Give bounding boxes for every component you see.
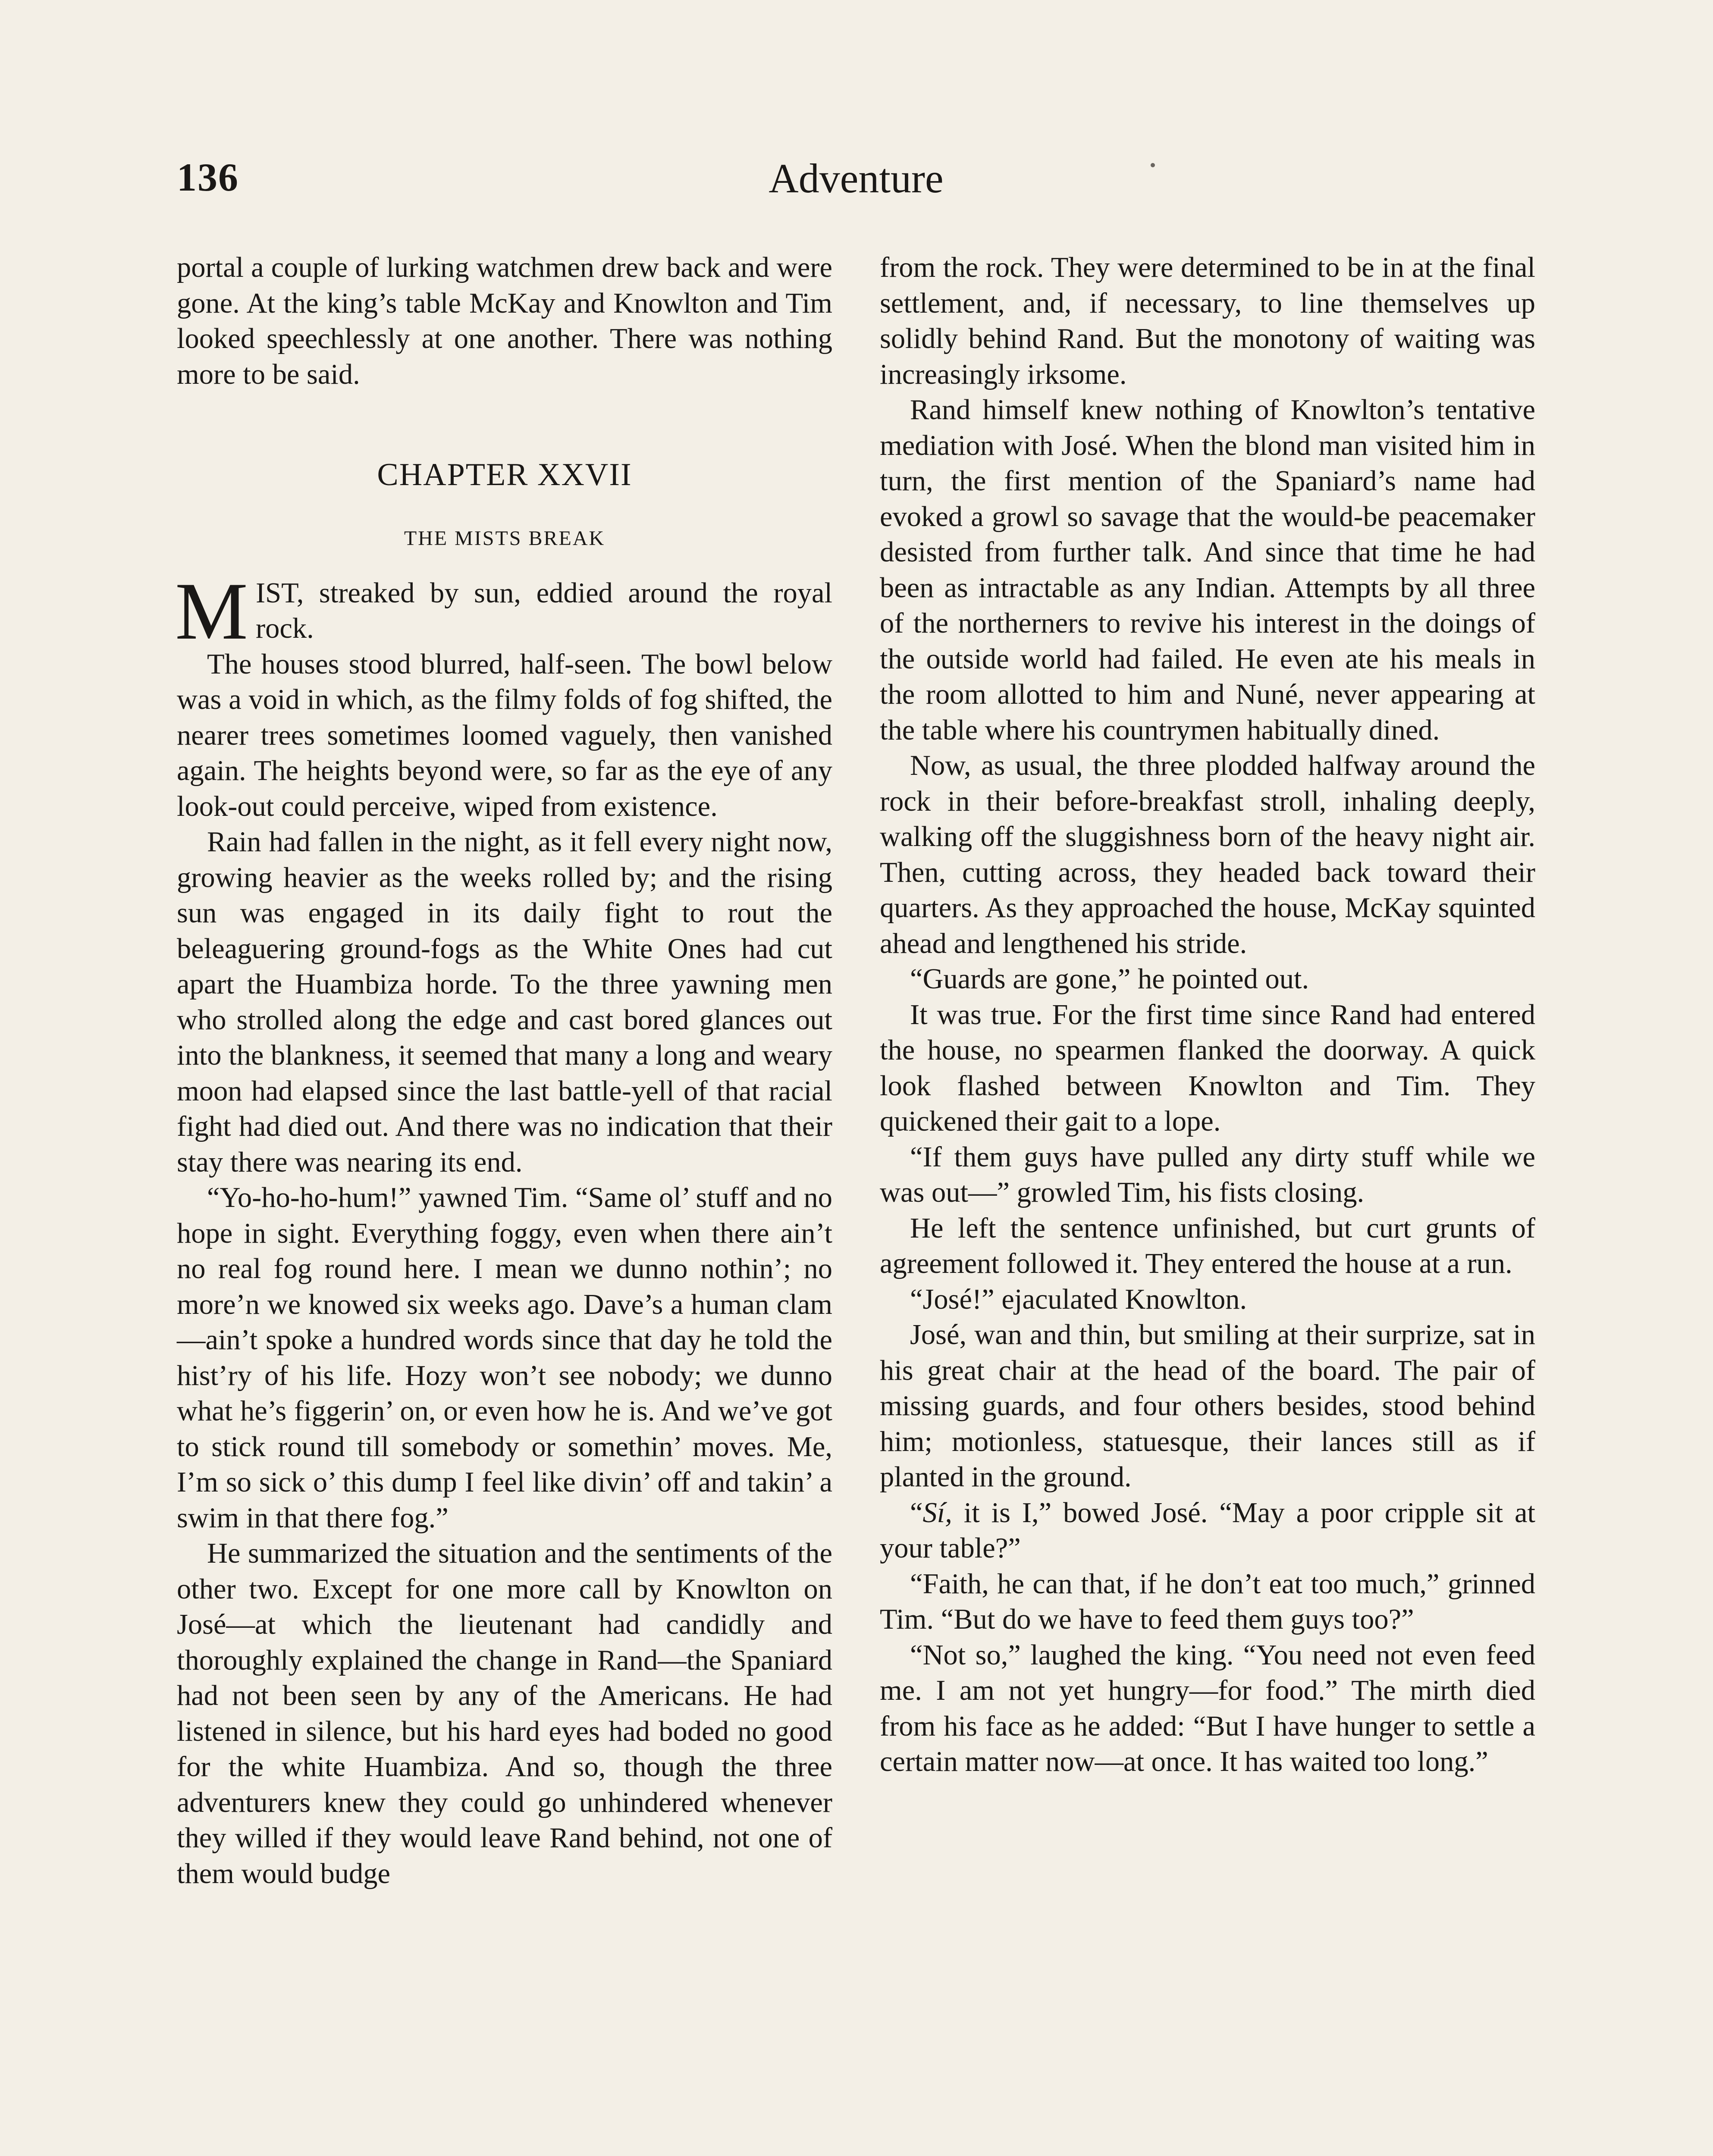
paragraph: Rain had fallen in the night, as it fell every night now, growing heavier as the weeks rolled by; and the rising sun was engaged in its daily fight to rout the beleaguering ground-fogs as the White Ones had cut apart the Huambiza horde. To the three yawning men who strolled along the edge and cast bored glances out into the blankness, it seemed that many a long and weary moon had elapsed since the last battle-yell of that racial fight had died out. And there was no indication that their stay there was nearing its end. (177, 826, 832, 1178)
paragraph-text: it is I,” bowed José. “May a poor cripple sit at your table?” (880, 1497, 1535, 1564)
paragraph: He summarized the situation and the sentiments of the other two. Except for one more call by Knowlton on José—at which the lieutenant had candidly and thoroughly explained the change in Rand—the Spaniard had not been seen by any of the Americans. He had listened in silence, but his hard eyes had boded no good for the white Huambiza. And so, though the three adventurers knew they could go unhindered whenever they willed if they would leave Rand behind, not one of them would budge (177, 1538, 832, 1890)
paragraph: He left the sentence unfinished, but curt grunts of agreement followed it. They entered the house at a run. (880, 1212, 1535, 1279)
opening-paragraph (175, 566, 832, 657)
right-column (880, 250, 1535, 1780)
paper-speck (1151, 163, 1155, 167)
page-header (177, 154, 1535, 223)
quote-mark: “ (910, 1497, 923, 1529)
paragraph: The houses stood blurred, half-seen. The bowl below was a void in which, as the filmy folds of fog shifted, the nearer trees sometimes loomed vaguely, then vanished again. The heights beyond were, so far as the eye of any look-out could perceive, wiped from existence. (177, 648, 832, 822)
paragraph: “Not so,” laughed the king. “You need not even feed me. I am not yet hungry—for food.” The mirth died from his face as he added: “But I have hunger to settle a certain matter now—at once. It has waited too long.” (880, 1639, 1535, 1777)
paragraph: “Yo-ho-ho-hum!” yawned Tim. “Same ol’ stuff and no hope in sight. Everything foggy, even when there ain’t no real fog round here. I mean we dunno nothin’; no more’n we knowed six weeks ago. Dave’s a human clam—ain’t spoke a hundred words since that day he told the hist’ry of his life. Hozy won’t see nobody; we dunno what he’s figgerin’ on, or even how he is. And we’ve got to stick round till somebody or somethin’ moves. Me, I’m so sick o’ this dump I feel like divin’ off and takin’ a swim in that there fog.” (177, 1182, 832, 1534)
paragraph: “If them guys have pulled any dirty stuff while we was out—” growled Tim, his fists closing. (880, 1141, 1535, 1208)
opening-text: IST, streaked by sun, eddied around the royal rock. (255, 577, 832, 644)
paragraph: portal a couple of lurking watchmen drew back and were gone. At the king’s table McKay and Knowlton and Tim looked speechlessly at one another. There was nothing more to be said. (177, 252, 832, 390)
paragraph: “Guards are gone,” he pointed out. (910, 963, 1309, 995)
paragraph: It was true. For the first time since Rand had entered the house, no spearmen flanked the doorway. A quick look flashed between Knowlton and Tim. They quickened their gait to a lope. (880, 999, 1535, 1137)
paragraph (880, 1495, 1535, 1567)
chapter-title: CHAPTER XXVII (377, 457, 632, 492)
italic-word: Sí, (922, 1497, 952, 1529)
chapter-subtitle: THE MISTS BREAK (404, 527, 606, 550)
paragraph: “José!” ejaculated Knowlton. (910, 1283, 1247, 1315)
magazine-title: Adventure (769, 155, 944, 201)
paragraph: from the rock. They were determined to be in at the final settlement, and, if necessary, to line themselves up solidly behind Rand. But the monotony of waiting was increasingly irksome. (880, 252, 1535, 390)
left-column (177, 250, 832, 1892)
drop-cap: M (175, 566, 248, 657)
page-number: 136 (177, 155, 239, 199)
paragraph: “Faith, he can that, if he don’t eat too much,” grinned Tim. “But do we have to feed them guys too?” (880, 1568, 1535, 1635)
paragraph: José, wan and thin, but smiling at their surprize, sat in his great chair at the head of the board. The pair of missing guards, and four others besides, stood behind him; motionless, statuesque, their lances still as if planted in the ground. (880, 1319, 1535, 1493)
paragraph: Rand himself knew nothing of Knowlton’s tentative mediation with José. When the blond man visited him in turn, the first mention of the Spaniard’s name had evoked a growl so savage that the would-be peacemaker desisted from further talk. And since that time he had been as intractable as any Indian. Attempts by all three of the northerners to revive his interest in the doings of the outside world had failed. He even ate his meals in the room allotted to him and Nuné, never appearing at the table where his countrymen habitually dined. (880, 394, 1535, 746)
paragraph: Now, as usual, the three plodded halfway around the rock in their before-breakfast stroll, inhaling deeply, walking off the sluggishness born of the heavy night air. Then, cutting across, they headed back toward their quarters. As they approached the house, McKay squinted ahead and lengthened his stride. (880, 750, 1535, 959)
